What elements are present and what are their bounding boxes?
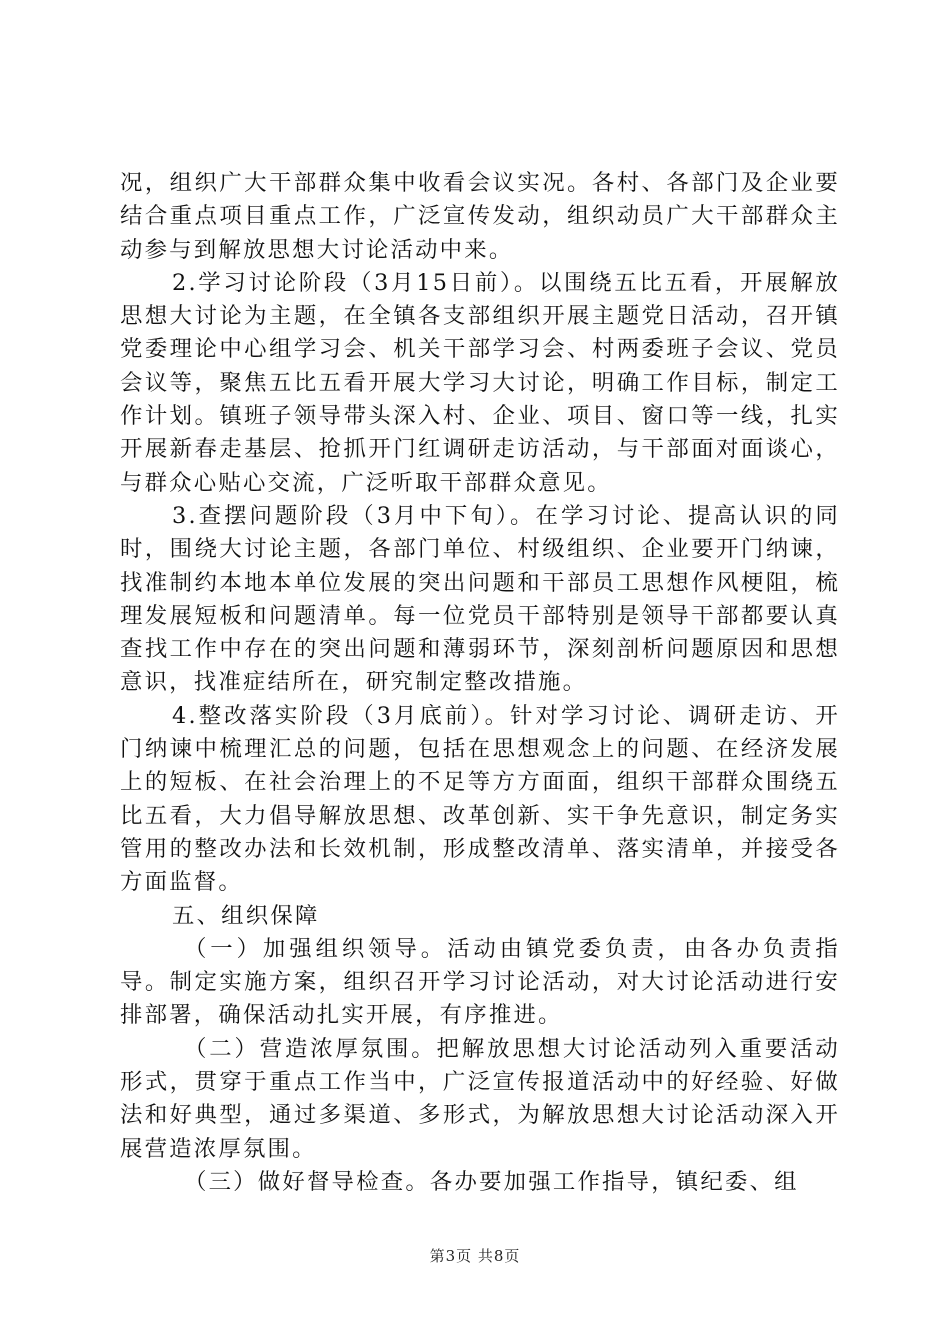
- paragraph-problem-finding-stage: 3.查摆问题阶段（3月中下旬）。在学习讨论、提高认识的同时，围绕大讨论主题，各部门单位、村级组织、企业要开门纳谏，找准制约本地本单位发展的突出问题和干部员工思想作风梗阻，梳理发展短板和问题清单。每一位党员干部特别是领导干部都要认真查找工作中存在的突出问题和薄弱环节，深刻剖析问题原因和思想意识，找准症结所在，研究制定整改措施。: [120, 502, 840, 696]
- paragraph-leadership: （一）加强组织领导。活动由镇党委负责，由各办负责指导。制定实施方案，组织召开学习讨论活动，对大讨论活动进行安排部署，确保活动扎实开展，有序推进。: [120, 935, 840, 1029]
- paragraph-continuation: 况，组织广大干部群众集中收看会议实况。各村、各部门及企业要结合重点项目重点工作，广泛宣传发动，组织动员广大干部群众主动参与到解放思想大讨论活动中来。: [120, 170, 840, 263]
- paragraph-study-discussion-stage: 2.学习讨论阶段（3月15日前）。以围绕五比五看，开展解放思想大讨论为主题，在全镇各支部组织开展主题党日活动，召开镇党委理论中心组学习会、机关干部学习会、村两委班子会议、党员会议等，聚焦五比五看开展大学习大讨论，明确工作目标，制定工作计划。镇班子领导带头深入村、企业、项目、窗口等一线，扎实开展新春走基层、抢抓开门红调研走访活动，与干部面对面谈心，与群众心贴心交流，广泛听取干部群众意见。: [120, 269, 840, 496]
- section-heading-organization: 五、组织保障: [172, 902, 320, 929]
- paragraph-atmosphere: （二）营造浓厚氛围。把解放思想大讨论活动列入重要活动形式，贯穿于重点工作当中，广泛宣传报道活动中的好经验、好做法和好典型，通过多渠道、多形式，为解放思想大讨论活动深入开展营造浓厚氛围。: [120, 1035, 840, 1162]
- paragraph-rectification-stage: 4.整改落实阶段（3月底前）。针对学习讨论、调研走访、开门纳谏中梳理汇总的问题，包括在思想观念上的问题、在经济发展上的短板、在社会治理上的不足等方方面面，组织干部群众围绕五比五看，大力倡导解放思想、改革创新、实干争先意识，制定务实管用的整改办法和长效机制，形成整改清单、落实清单，并接受各方面监督。: [120, 702, 840, 896]
- page-number-footer: 第3页 共8页: [429, 1247, 521, 1265]
- document-body: [120, 167, 840, 1199]
- paragraph-supervision: （三）做好督导检查。各办要加强工作指导，镇纪委、组: [184, 1168, 799, 1195]
